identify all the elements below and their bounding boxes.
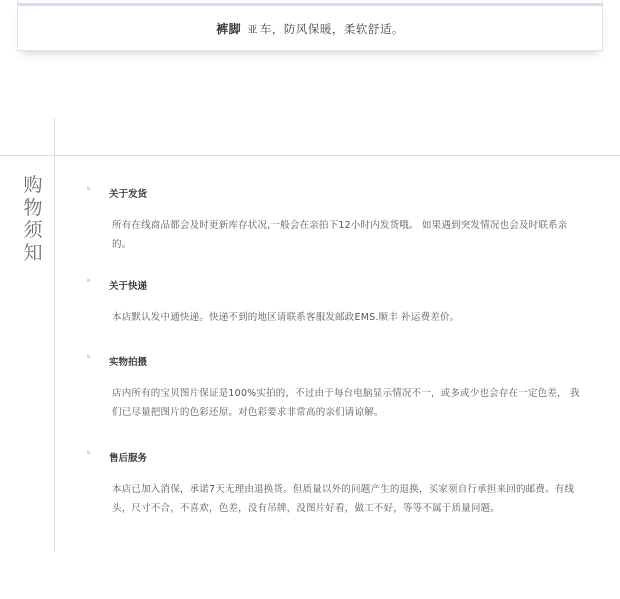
feature-glyph-icon: 亚 [247, 25, 258, 36]
note-body: 本店默认发中通快递。快递不到的地区请联系客服发邮政EMS.顺丰 补运费差价。 [112, 312, 460, 323]
bullet-icon [87, 187, 90, 190]
title-char: 须 [23, 219, 43, 241]
title-char: 购 [23, 174, 43, 196]
feature-text: 车，防风保暖，柔软舒适。 [259, 22, 404, 36]
bullet-icon [87, 355, 90, 358]
note-body: 店内所有的宝贝图片保证是100%实拍的，不过由于每台电脑显示情况不一，或多或少也会存在一定色差， 我们已尽量把图片的色彩还原。对色彩要求非常高的亲们请谅解。 [112, 388, 580, 418]
feature-term: 裤脚 [216, 22, 242, 36]
note-body: 所有在线商品都会及时更新库存状况,一般会在亲拍下12小时内发货哦。 如果遇到突发情况也会及时联系亲的。 [112, 220, 568, 250]
note-photos [87, 354, 582, 422]
feature-description [18, 20, 602, 37]
horizontal-divider [0, 155, 620, 156]
vertical-divider [54, 118, 55, 552]
shopping-notes-title [19, 174, 47, 264]
title-char: 知 [23, 241, 43, 264]
note-shipping [87, 186, 582, 254]
note-title: 售后服务 [109, 453, 148, 464]
note-body: 本店已加入消保，承诺7天无理由退换货。但质量以外的问题产生的退换，买家须自行承担来回的邮费。有线头，尺寸不合，不喜欢，色差，没有吊牌，没图片好看，做工不好，等等不属于质量问题。 [112, 484, 575, 514]
note-after-sales [87, 450, 582, 518]
note-title: 实物拍摄 [109, 357, 148, 368]
note-title: 关于发货 [109, 189, 148, 200]
bullet-icon [87, 279, 90, 282]
note-courier [87, 278, 582, 327]
note-title: 关于快递 [109, 281, 148, 292]
card-top-divider [18, 3, 602, 6]
bullet-icon [87, 451, 90, 454]
title-char: 物 [23, 196, 43, 219]
feature-card [17, 0, 603, 51]
